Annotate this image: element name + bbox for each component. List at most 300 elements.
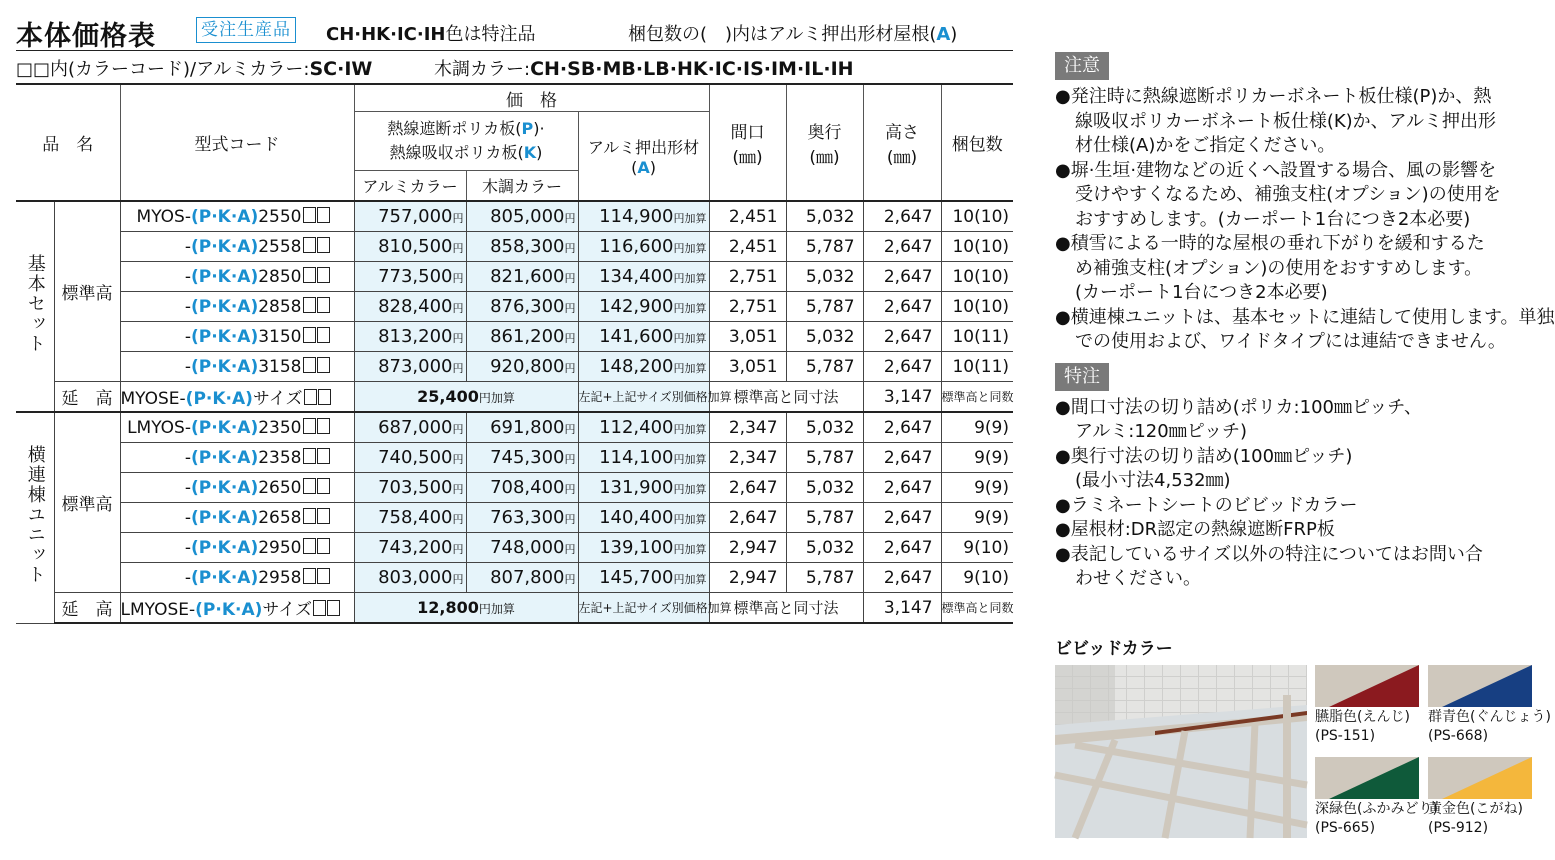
add-suffix: 円加算 <box>673 513 707 526</box>
notice-line: ●横連棟ユニットは、基本セットに連結して使用します。単独 <box>1055 306 1555 328</box>
price-wood <box>466 262 578 292</box>
code-size: サイズ <box>252 389 303 409</box>
price-extr <box>578 292 709 322</box>
depth-value: 5,787 <box>786 292 863 322</box>
price-alumi <box>354 443 466 473</box>
code-prefix: - <box>184 356 191 377</box>
ext-price-value: 25,400 <box>417 387 479 406</box>
price-alumi <box>354 262 466 292</box>
model-code <box>120 533 354 563</box>
code-pka: (P·K·A) <box>190 477 259 498</box>
height-value: 2,647 <box>863 412 941 443</box>
price-wood-value: 920,800 <box>490 356 565 377</box>
pack-value: 10(11) <box>941 322 1013 352</box>
price-extr <box>578 322 709 352</box>
ext-label: 延 高 <box>54 593 120 624</box>
price-alumi-value: 740,500 <box>378 447 453 468</box>
special_order-line: (最小寸法4,532㎜) <box>1075 470 1231 491</box>
add-suffix: 円加算 <box>673 483 707 496</box>
table-row <box>16 352 1013 382</box>
header-pack: 梱包数 <box>941 84 1013 201</box>
model-code <box>120 262 354 292</box>
price-extr <box>578 533 709 563</box>
poly-l2-b: ) <box>536 143 543 162</box>
header-width <box>709 84 786 201</box>
header-depth <box>786 84 863 201</box>
color-codes-line <box>16 55 1016 81</box>
width-value: 2,947 <box>709 533 786 563</box>
ext-pack: 標準高と同数 <box>941 593 1013 624</box>
header-divider <box>16 50 1013 51</box>
pack-value: 9(9) <box>941 412 1013 443</box>
price-table <box>16 83 1013 624</box>
depth-value: 5,787 <box>786 352 863 382</box>
yen: 円 <box>564 423 576 436</box>
sub-cell: 標準高 <box>54 412 120 593</box>
package-note-prefix: 梱包数の( )内はアルミ押出形材屋根( <box>628 24 937 45</box>
yen: 円 <box>452 453 464 466</box>
price-extr <box>578 443 709 473</box>
yen: 円 <box>564 212 576 225</box>
model-code <box>120 292 354 322</box>
width-value: 2,751 <box>709 292 786 322</box>
height-value: 2,647 <box>863 292 941 322</box>
poly-p: P <box>521 119 534 138</box>
height-value: 2,647 <box>863 352 941 382</box>
special_order-line: ●屋根材:DR認定の熱線遮断FRP板 <box>1055 519 1335 540</box>
table-row <box>16 292 1013 322</box>
price-extr <box>578 352 709 382</box>
swatch-code: (PS-668) <box>1428 728 1489 744</box>
poly-l1-a: 熱線遮断ポリカ板( <box>387 119 522 138</box>
swatch-label <box>1315 800 1438 838</box>
height-value: 2,647 <box>863 503 941 533</box>
ext-wd: 標準高と同寸法 <box>709 382 863 413</box>
price-extr <box>578 503 709 533</box>
table-row <box>16 473 1013 503</box>
price-extr <box>578 262 709 292</box>
width-value: 2,647 <box>709 473 786 503</box>
category-cell <box>16 201 54 412</box>
table-row-extended <box>16 382 1013 413</box>
table-row <box>16 503 1013 533</box>
width-value: 2,751 <box>709 262 786 292</box>
price-alumi-value: 873,000 <box>378 356 453 377</box>
code-prefix: - <box>184 236 191 257</box>
yen: 円 <box>452 543 464 556</box>
add-suffix: 円加算 <box>478 391 515 405</box>
notice-line: 材仕様(A)かをご指定ください。 <box>1075 135 1336 156</box>
special-codes: CH·HK·IC·IH <box>326 24 446 45</box>
ext-price-value: 12,800 <box>417 598 479 617</box>
price-extr <box>578 232 709 262</box>
category-label: 横連棟ユニット <box>24 445 46 586</box>
special_order-line: ●表記しているサイズ以外の特注についてはお問い合 <box>1055 543 1483 565</box>
price-extr-value: 140,400 <box>599 507 674 528</box>
depth-value: 5,032 <box>786 533 863 563</box>
special-suffix: 色は特注品 <box>445 24 536 45</box>
package-note-letter: A <box>936 24 951 45</box>
yen: 円 <box>564 272 576 285</box>
code-prefix: LMYOSE- <box>120 600 196 620</box>
special_order-line: ●間口寸法の切り詰め(ポリカ:100㎜ピッチ、 <box>1055 396 1422 418</box>
price-extr-value: 131,900 <box>599 477 674 498</box>
sub-cell: 標準高 <box>54 201 120 382</box>
special_order-line: わせください。 <box>1075 568 1201 589</box>
add-suffix: 円加算 <box>673 302 707 315</box>
depth-value: 5,032 <box>786 473 863 503</box>
yen: 円 <box>452 272 464 285</box>
notice-line: ●積雪による一時的な屋根の垂れ下がりを緩和するた <box>1055 233 1485 254</box>
code-number: 2650 <box>258 477 302 498</box>
pack-value: 10(11) <box>941 352 1013 382</box>
swatch-code: (PS-151) <box>1315 728 1376 744</box>
price-wood <box>466 533 578 563</box>
table-row <box>16 533 1013 563</box>
header-depth-unit: (㎜) <box>809 147 840 168</box>
height-value: 2,647 <box>863 201 941 232</box>
yen: 円 <box>564 483 576 496</box>
add-suffix: 円加算 <box>673 242 707 255</box>
code-pka: (P·K·A) <box>190 507 259 528</box>
carport-photo <box>1055 665 1307 838</box>
notice-list <box>1055 85 1555 355</box>
header-height-label: 高さ <box>885 122 920 143</box>
poly-l1-b: )· <box>533 119 545 138</box>
price-alumi-value: 810,500 <box>378 236 453 257</box>
header-height-unit: (㎜) <box>886 147 918 168</box>
height-value: 2,647 <box>863 563 941 593</box>
header-alumi-extr: アルミ押出形材 (A) <box>578 112 709 202</box>
table-row <box>16 201 1013 232</box>
width-value: 2,647 <box>709 503 786 533</box>
code-prefix: LMYOS- <box>127 417 191 438</box>
special_order-line: ●奥行寸法の切り詰め(100㎜ピッチ) <box>1055 445 1353 467</box>
table-row <box>16 563 1013 593</box>
notice-line: (カーポート1台につき2本必要) <box>1075 282 1328 303</box>
depth-value: 5,032 <box>786 412 863 443</box>
category-label: 基本セット <box>24 254 46 354</box>
color-swatch <box>1315 665 1419 707</box>
table-row <box>16 443 1013 473</box>
price-alumi-value: 743,200 <box>378 537 453 558</box>
price-wood <box>466 412 578 443</box>
add-suffix: 円加算 <box>673 362 707 375</box>
ext-wd: 標準高と同寸法 <box>709 593 863 624</box>
price-wood <box>466 292 578 322</box>
notice-line: ●塀·生垣·建物などの近くへ設置する場合、風の影響を <box>1055 159 1497 181</box>
yen: 円 <box>452 513 464 526</box>
price-alumi-value: 813,200 <box>378 326 453 347</box>
model-code <box>120 473 354 503</box>
yen: 円 <box>564 332 576 345</box>
package-note <box>628 20 957 46</box>
code-pka: (P·K·A) <box>190 326 259 347</box>
color-swatch <box>1315 757 1419 799</box>
code-pka: (P·K·A) <box>190 417 259 438</box>
model-code <box>120 232 354 262</box>
code-pka: (P·K·A) <box>190 296 259 317</box>
price-wood-value: 807,800 <box>490 567 565 588</box>
code-prefix: - <box>184 326 191 347</box>
swatch-code: (PS-665) <box>1315 820 1376 836</box>
price-extr <box>578 563 709 593</box>
pack-value: 10(10) <box>941 201 1013 232</box>
yen: 円 <box>564 362 576 375</box>
pack-value: 9(9) <box>941 473 1013 503</box>
notice-line: 受けやすくなるため、補強支柱(オプション)の使用を <box>1075 184 1501 205</box>
code-prefix: - <box>184 296 191 317</box>
model-code <box>120 412 354 443</box>
code-prefix: - <box>184 266 191 287</box>
price-wood <box>466 503 578 533</box>
price-extr-value: 116,600 <box>599 236 674 257</box>
ext-label: 延 高 <box>54 382 120 413</box>
alumi-extr-a: A <box>637 158 650 177</box>
price-alumi <box>354 473 466 503</box>
price-alumi-value: 687,000 <box>378 417 453 438</box>
height-value: 2,647 <box>863 533 941 563</box>
poly-k: K <box>523 143 537 162</box>
code-prefix: MYOS- <box>136 206 191 227</box>
ext-extr-note: 左記+上記サイズ別価格加算 <box>578 593 709 624</box>
yen: 円 <box>452 483 464 496</box>
price-extr-value: 148,200 <box>599 356 674 377</box>
price-alumi-value: 828,400 <box>378 296 453 317</box>
width-value: 2,451 <box>709 201 786 232</box>
depth-value: 5,787 <box>786 443 863 473</box>
page-title: 本体価格表 <box>16 21 156 52</box>
price-extr-value: 142,900 <box>599 296 674 317</box>
pack-value: 9(9) <box>941 503 1013 533</box>
add-suffix: 円加算 <box>478 602 515 616</box>
code-prefix: - <box>184 537 191 558</box>
ext-height: 3,147 <box>863 382 941 413</box>
swatch-name: 黄金色(こがね) <box>1428 801 1523 817</box>
alumi-color-codes <box>16 55 372 81</box>
header-poly <box>354 112 578 171</box>
depth-value: 5,032 <box>786 201 863 232</box>
header-width-unit: (㎜) <box>732 147 763 168</box>
yen: 円 <box>452 423 464 436</box>
height-value: 2,647 <box>863 443 941 473</box>
code-pka: (P·K·A) <box>190 236 259 257</box>
height-value: 2,647 <box>863 262 941 292</box>
price-wood-value: 708,400 <box>490 477 565 498</box>
add-suffix: 円加算 <box>673 543 707 556</box>
pack-value: 10(10) <box>941 262 1013 292</box>
yen: 円 <box>452 242 464 255</box>
swatch-name: 群青色(ぐんじょう) <box>1428 709 1551 725</box>
notice-line: 線吸収ポリカーボネート板仕様(K)か、アルミ押出形 <box>1075 110 1496 132</box>
special_order-line: ●ラミネートシートのビビッドカラー <box>1055 494 1358 516</box>
add-suffix: 円加算 <box>673 453 707 466</box>
height-value: 2,647 <box>863 322 941 352</box>
table-row <box>16 322 1013 352</box>
pack-value: 9(10) <box>941 533 1013 563</box>
code-pka: (P·K·A) <box>190 567 259 588</box>
width-value: 2,347 <box>709 412 786 443</box>
yen: 円 <box>564 573 576 586</box>
code-number: 3150 <box>258 326 302 347</box>
add-suffix: 円加算 <box>673 212 707 225</box>
add-suffix: 円加算 <box>673 332 707 345</box>
swatch-name: 臙脂色(えんじ) <box>1315 709 1410 725</box>
notice-line: ●発注時に熱線遮断ポリカーボネート板仕様(P)か、熱 <box>1055 86 1492 107</box>
alumi-extr-label: アルミ押出形材 <box>587 138 700 157</box>
price-wood-value: 821,600 <box>490 266 565 287</box>
vivid-title: ビビッドカラー <box>1055 639 1173 659</box>
model-code <box>120 563 354 593</box>
yen: 円 <box>564 453 576 466</box>
color-swatch <box>1428 757 1532 799</box>
price-wood <box>466 443 578 473</box>
table-row <box>16 412 1013 443</box>
wood-prefix: 木調カラー: <box>434 59 531 80</box>
width-value: 2,947 <box>709 563 786 593</box>
yen: 円 <box>564 302 576 315</box>
code-number: 2550 <box>258 206 302 227</box>
pack-value: 10(10) <box>941 232 1013 262</box>
header-alumi-color: アルミカラー <box>354 171 466 202</box>
price-wood <box>466 201 578 232</box>
pack-value: 9(9) <box>941 443 1013 473</box>
price-wood-value: 861,200 <box>490 326 565 347</box>
price-wood <box>466 322 578 352</box>
swatch-label <box>1428 708 1551 746</box>
model-code-ext <box>120 382 354 413</box>
ext-price <box>354 382 578 413</box>
price-alumi <box>354 201 466 232</box>
width-value: 3,051 <box>709 352 786 382</box>
code-pka: (P·K·A) <box>190 356 259 377</box>
code-prefix: - <box>184 567 191 588</box>
price-alumi-value: 803,000 <box>378 567 453 588</box>
price-alumi <box>354 503 466 533</box>
code-number: 2358 <box>258 447 302 468</box>
model-code <box>120 503 354 533</box>
category-cell <box>16 412 54 623</box>
code-number: 2558 <box>258 236 302 257</box>
ext-pack: 標準高と同数 <box>941 382 1013 413</box>
height-value: 2,647 <box>863 232 941 262</box>
ext-height: 3,147 <box>863 593 941 624</box>
table-row-extended <box>16 593 1013 624</box>
price-extr <box>578 473 709 503</box>
header-height <box>863 84 941 201</box>
code-number: 2350 <box>258 417 302 438</box>
notes-panel <box>1055 52 1555 592</box>
price-alumi <box>354 232 466 262</box>
yen: 円 <box>452 212 464 225</box>
price-alumi-value: 703,500 <box>378 477 453 498</box>
depth-value: 5,787 <box>786 232 863 262</box>
model-code <box>120 322 354 352</box>
swatch-label <box>1428 800 1523 838</box>
price-alumi <box>354 533 466 563</box>
price-wood-value: 805,000 <box>490 206 565 227</box>
depth-value: 5,032 <box>786 322 863 352</box>
pack-value: 9(10) <box>941 563 1013 593</box>
price-wood-value: 876,300 <box>490 296 565 317</box>
code-number: 2658 <box>258 507 302 528</box>
yen: 円 <box>452 302 464 315</box>
price-alumi <box>354 352 466 382</box>
special-list <box>1055 396 1531 592</box>
price-wood-value: 748,000 <box>490 537 565 558</box>
price-alumi-value: 773,500 <box>378 266 453 287</box>
code-number: 2950 <box>258 537 302 558</box>
code-pka: (P·K·A) <box>190 266 259 287</box>
price-extr-value: 114,100 <box>599 447 674 468</box>
price-wood <box>466 232 578 262</box>
poly-l2-a: 熱線吸収ポリカ板( <box>389 143 524 162</box>
yen: 円 <box>452 362 464 375</box>
header-width-label: 間口 <box>730 122 765 143</box>
pack-value: 10(10) <box>941 292 1013 322</box>
price-alumi-value: 757,000 <box>378 206 453 227</box>
header-price: 価 格 <box>354 84 709 112</box>
alumi-codes: SC·IW <box>309 58 373 80</box>
code-prefix: MYOSE- <box>120 389 186 409</box>
code-number: 2858 <box>258 296 302 317</box>
price-extr-value: 112,400 <box>599 417 674 438</box>
code-pka: (P·K·A) <box>185 389 253 409</box>
header-name: 品 名 <box>16 84 120 201</box>
price-wood-value: 745,300 <box>490 447 565 468</box>
depth-value: 5,787 <box>786 563 863 593</box>
price-extr-value: 114,900 <box>599 206 674 227</box>
header-wood-color: 木調カラー <box>466 171 578 202</box>
table-row <box>16 232 1013 262</box>
price-extr-value: 139,100 <box>599 537 674 558</box>
add-suffix: 円加算 <box>673 573 707 586</box>
swatch-code: (PS-912) <box>1428 820 1489 836</box>
price-wood-value: 691,800 <box>490 417 565 438</box>
yen: 円 <box>452 573 464 586</box>
add-suffix: 円加算 <box>673 423 707 436</box>
price-extr-value: 134,400 <box>599 266 674 287</box>
code-prefix: - <box>184 507 191 528</box>
code-prefix: - <box>184 477 191 498</box>
price-extr <box>578 201 709 232</box>
header-code: 型式コード <box>120 84 354 201</box>
swatch-name: 深緑色(ふかみどり) <box>1315 801 1438 817</box>
price-alumi <box>354 292 466 322</box>
price-extr <box>578 412 709 443</box>
code-number: 2958 <box>258 567 302 588</box>
table-body <box>16 201 1013 623</box>
header-depth-label: 奥行 <box>807 122 842 143</box>
notice-line: おすすめします。(カーポート1台につき2本必要) <box>1075 208 1471 230</box>
price-wood <box>466 563 578 593</box>
price-wood <box>466 473 578 503</box>
package-note-suffix: ) <box>950 24 958 45</box>
code-pka: (P·K·A) <box>190 447 259 468</box>
header <box>16 14 1016 50</box>
yen: 円 <box>564 543 576 556</box>
yen: 円 <box>564 513 576 526</box>
add-suffix: 円加算 <box>673 272 707 285</box>
depth-value: 5,787 <box>786 503 863 533</box>
price-alumi <box>354 412 466 443</box>
depth-value: 5,032 <box>786 262 863 292</box>
special_order-line: アルミ:120㎜ピッチ) <box>1075 421 1248 442</box>
wood-color-codes <box>434 55 854 81</box>
price-wood <box>466 352 578 382</box>
swatch-label <box>1315 708 1410 746</box>
width-value: 3,051 <box>709 322 786 352</box>
